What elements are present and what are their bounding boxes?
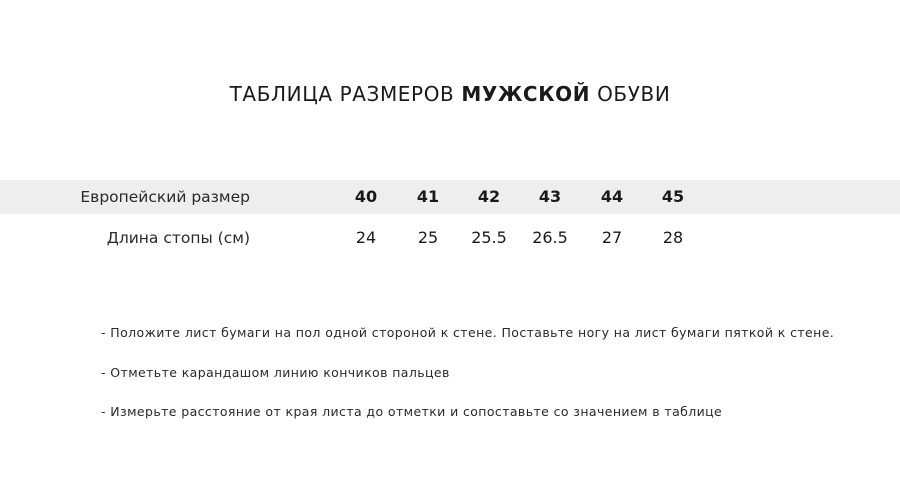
instructions-list — [101, 320, 881, 439]
length-row — [0, 221, 900, 255]
title-emphasis: МУЖСКОЙ — [461, 82, 591, 106]
title-suffix: ОБУВИ — [590, 82, 671, 106]
instruction-item: - Измерьте расстояние от края листа до отметки и сопоставьте со значением в таблице — [101, 404, 723, 419]
length-cell: 25 — [417, 228, 439, 247]
length-cell: 24 — [355, 228, 377, 247]
title-prefix: ТАБЛИЦА РАЗМЕРОВ — [229, 82, 462, 106]
size-cell: 43 — [538, 187, 562, 206]
size-cell: 44 — [600, 187, 624, 206]
page-title — [0, 82, 900, 106]
size-row-label: Европейский размер — [80, 188, 250, 206]
length-cell: 25.5 — [471, 228, 507, 247]
instruction-item: - Отметьте карандашом линию кончиков пальцев — [101, 364, 450, 380]
length-cell: 27 — [601, 228, 623, 247]
size-cell: 40 — [354, 187, 378, 206]
length-cell: 28 — [662, 228, 684, 247]
size-row — [0, 180, 900, 214]
size-cell: 42 — [477, 187, 501, 206]
length-cell: 26.5 — [532, 228, 568, 247]
length-row-label: Длина стопы (см) — [106, 229, 250, 247]
size-cell: 41 — [416, 187, 440, 206]
size-cell: 45 — [661, 187, 685, 206]
instruction-item: - Положите лист бумаги на пол одной стороной к стене. Поставьте ногу на лист бумаги пяткой к стене. — [101, 325, 835, 340]
